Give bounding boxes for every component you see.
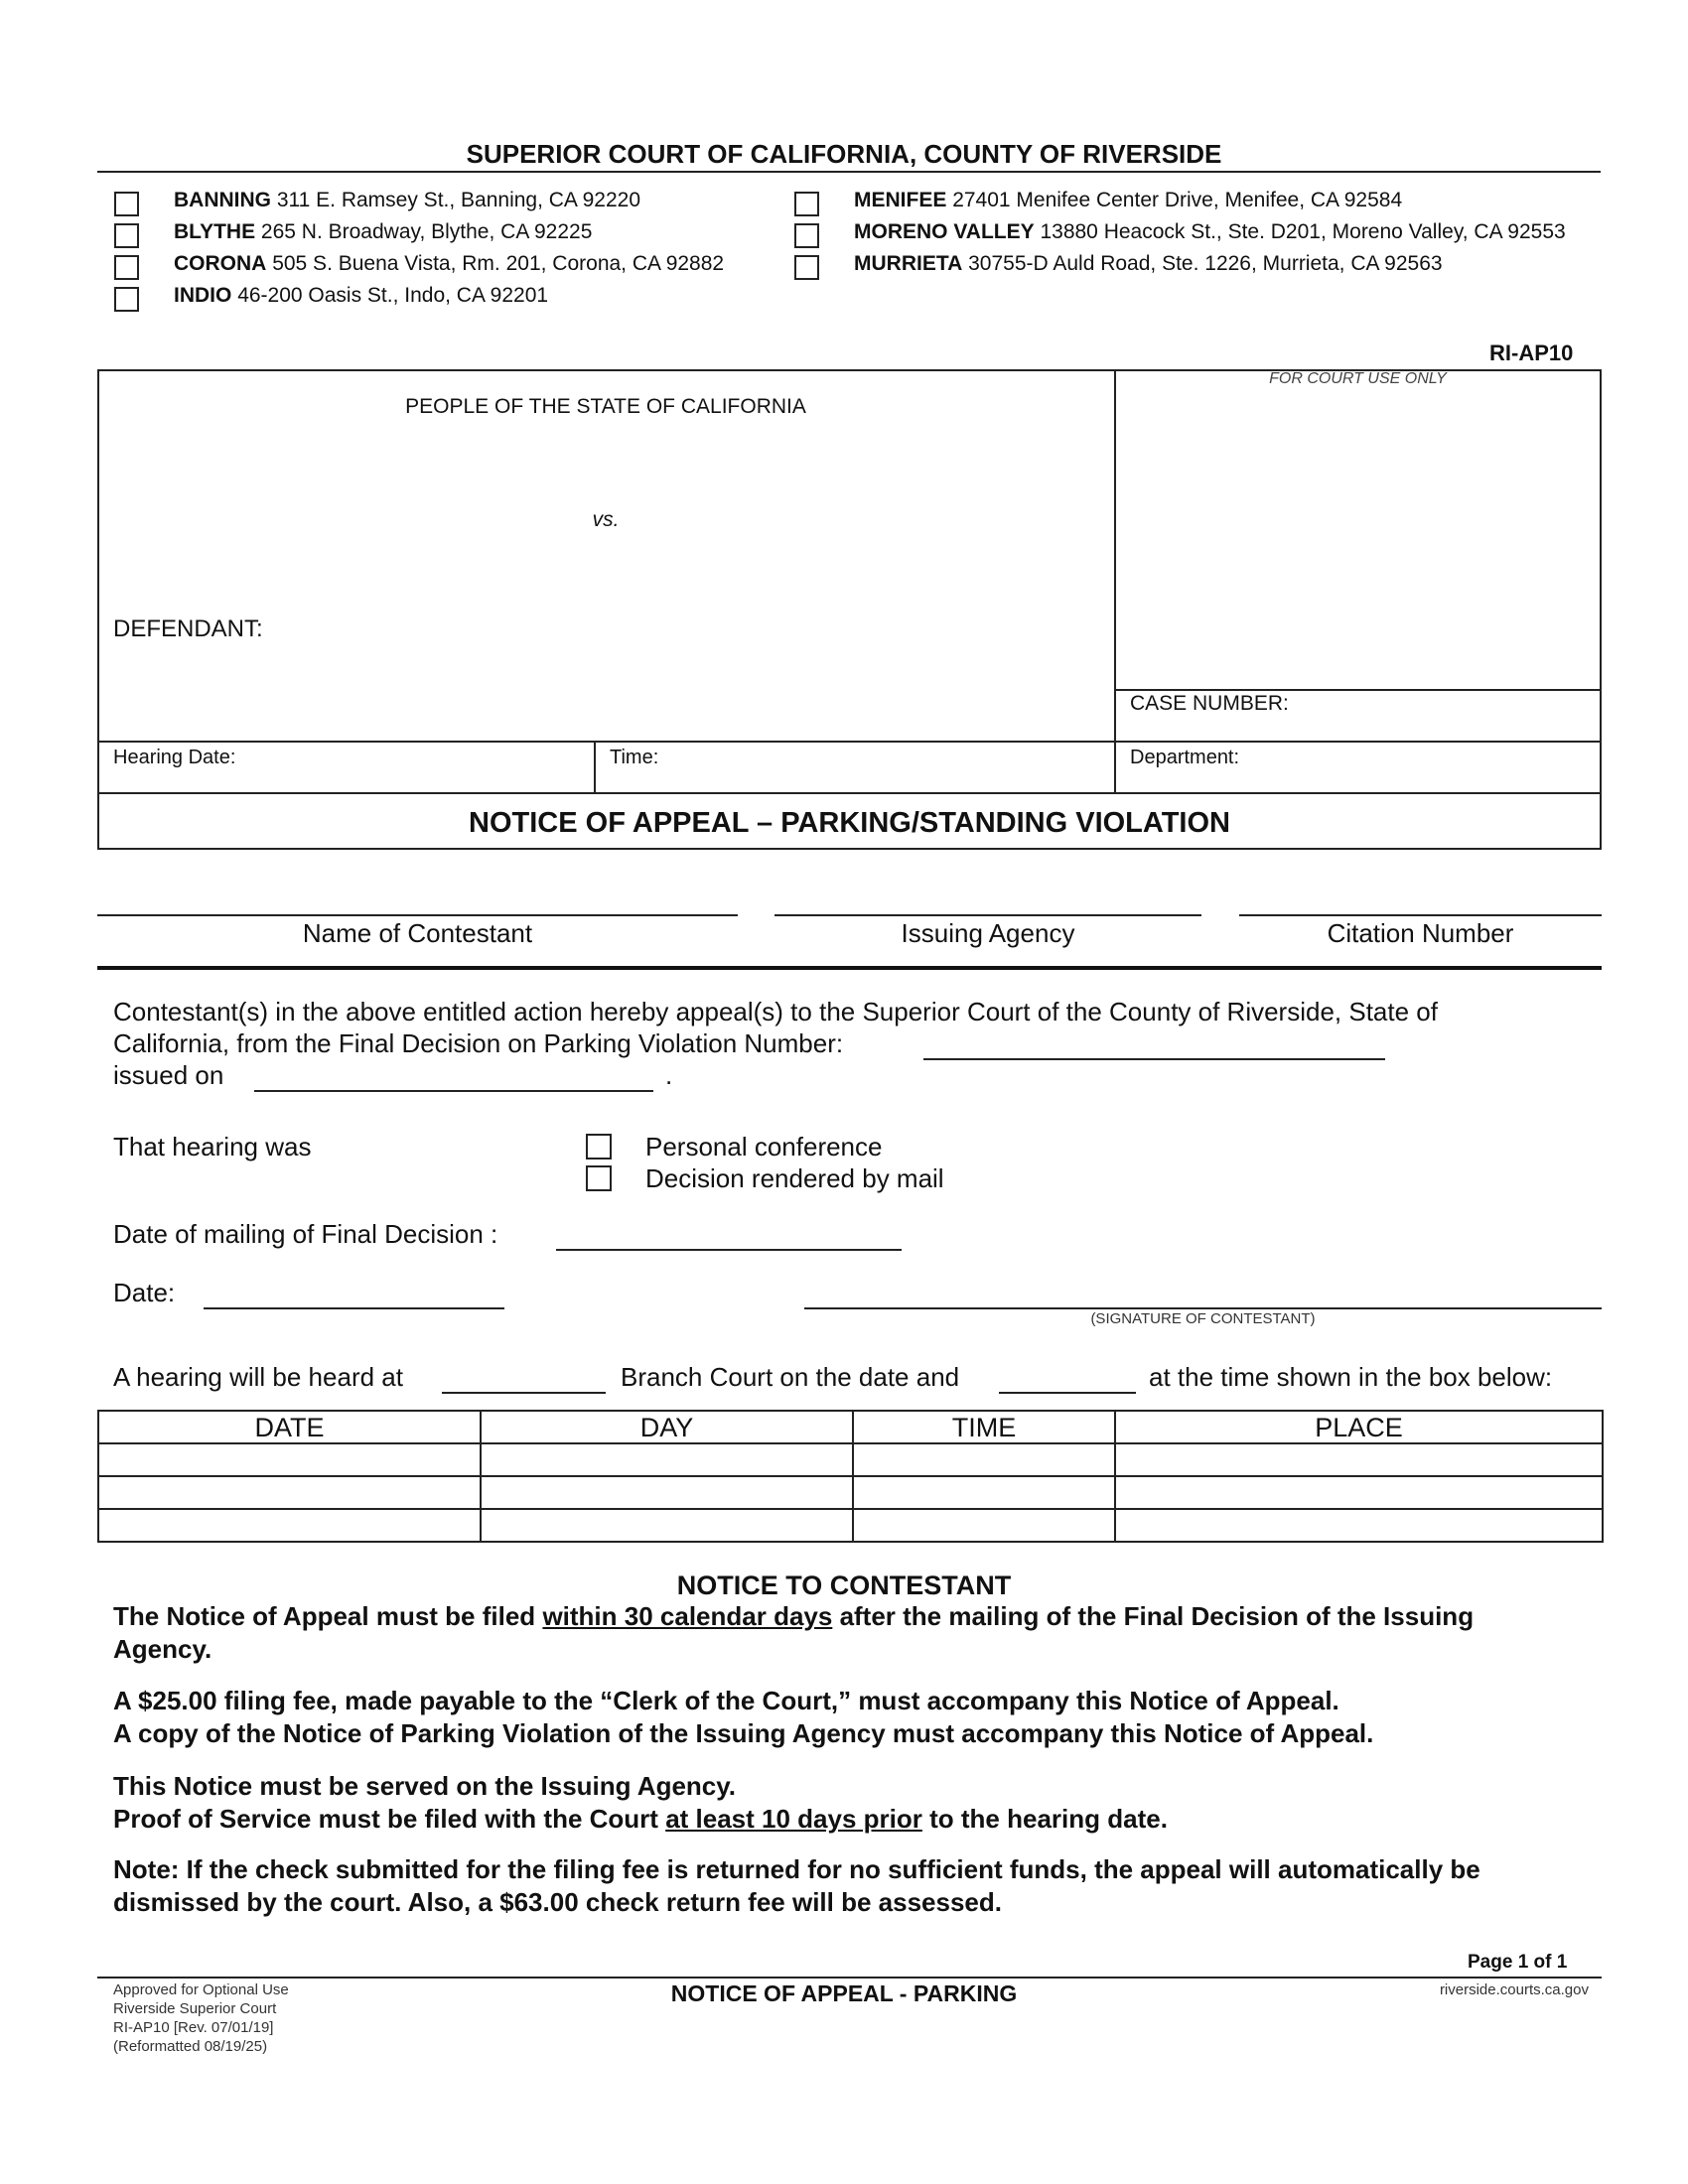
issued-on-period: .: [665, 1060, 673, 1090]
notice-para-4: Note: If the check submitted for the filing fee is returned for no sufficient funds, the appeal will automatically be dismissed by the court. Also, a $63.00 check return fee will be assessed.: [113, 1854, 1480, 1917]
checkbox-blythe[interactable]: [114, 223, 139, 248]
table-cell[interactable]: [481, 1476, 853, 1509]
table-cell[interactable]: [98, 1476, 481, 1509]
form-id: RI-AP10: [1489, 341, 1574, 365]
hearing-schedule-table: [97, 1410, 1604, 1543]
table-cell[interactable]: [98, 1509, 481, 1542]
caption-box: [97, 369, 1602, 794]
col-header-day: DAY: [481, 1411, 853, 1443]
location-indio: INDIO 46-200 Oasis St., Indo, CA 92201: [174, 284, 549, 307]
court-use-label: FOR COURT USE ONLY: [1269, 370, 1447, 387]
form-title: NOTICE OF APPEAL – PARKING/STANDING VIOLATION: [469, 807, 1230, 839]
table-header-row: [98, 1411, 1603, 1443]
issuing-agency-line[interactable]: [774, 914, 1201, 916]
table-cell[interactable]: [853, 1476, 1115, 1509]
parties-rule: [97, 966, 1602, 970]
hearing-time-divider: [594, 741, 596, 794]
location-banning: BANNING 311 E. Ramsey St., Banning, CA 92220: [174, 189, 641, 211]
notice-para-3: This Notice must be served on the Issuing Agency. Proof of Service must be filed with the Court at least 10 days prior to the hearing date.: [113, 1771, 1168, 1834]
table-cell[interactable]: [1115, 1476, 1603, 1509]
time-shown-label: at the time shown in the box below:: [1149, 1362, 1553, 1392]
footer-title: NOTICE OF APPEAL - PARKING: [670, 1980, 1018, 2006]
signature-line[interactable]: [804, 1307, 1602, 1309]
location-blythe: BLYTHE 265 N. Broadway, Blythe, CA 92225: [174, 220, 593, 243]
checkbox-moreno-valley[interactable]: [794, 223, 819, 248]
col-header-place: PLACE: [1115, 1411, 1603, 1443]
table-row: [98, 1476, 1603, 1509]
citation-number-label: Citation Number: [1327, 918, 1514, 948]
appeal-text-line1: Contestant(s) in the above entitled action hereby appeal(s) to the Superior Court of the County of Riverside, State of: [113, 997, 1438, 1026]
contestant-name-line[interactable]: [97, 914, 738, 916]
decision-by-mail-label: Decision rendered by mail: [645, 1163, 944, 1193]
location-moreno-valley: MORENO VALLEY 13880 Heacock St., Ste. D201, Moreno Valley, CA 92553: [854, 220, 1566, 243]
col-header-time: TIME: [853, 1411, 1115, 1443]
table-cell[interactable]: [481, 1509, 853, 1542]
table-row: [98, 1509, 1603, 1542]
date-mailing-label: Date of mailing of Final Decision :: [113, 1219, 498, 1249]
violation-number-line[interactable]: [923, 1058, 1385, 1060]
hearing-heard-at-label: A hearing will be heard at: [113, 1362, 403, 1392]
issuing-agency-label: Issuing Agency: [901, 918, 1075, 948]
date-label: Date:: [113, 1278, 176, 1307]
time-label: Time:: [610, 747, 659, 768]
case-number-rule: [1114, 689, 1602, 691]
appeal-text-line2: California, from the Final Decision on Parking Violation Number:: [113, 1028, 844, 1058]
checkbox-banning[interactable]: [114, 192, 139, 216]
hearing-was-label: That hearing was: [113, 1132, 312, 1161]
title-rule: [97, 171, 1601, 173]
table-cell[interactable]: [98, 1443, 481, 1476]
table-cell[interactable]: [481, 1443, 853, 1476]
court-title: SUPERIOR COURT OF CALIFORNIA, COUNTY OF RIVERSIDE: [466, 139, 1222, 169]
checkbox-personal-conference[interactable]: [586, 1134, 612, 1160]
hearing-row-rule: [97, 741, 1602, 743]
notice-para-1: The Notice of Appeal must be filed within 30 calendar days after the mailing of the Final Decision of the Issuing Agency.: [113, 1601, 1475, 1664]
caption-divider: [1114, 369, 1116, 794]
issued-on-line[interactable]: [254, 1090, 653, 1092]
branch-court-line[interactable]: [442, 1392, 606, 1394]
checkbox-menifee[interactable]: [794, 192, 819, 216]
branch-court-label: Branch Court on the date and: [621, 1362, 960, 1392]
vs-label: vs.: [592, 508, 620, 531]
notice-heading: NOTICE TO CONTESTANT: [676, 1570, 1012, 1600]
notice-para-2: A $25.00 filing fee, made payable to the “Clerk of the Court,” must accompany this Notice of Appeal. A copy of the Notice of Parking Violation of the Issuing Agency must accompany this Notice of Appeal.: [113, 1686, 1374, 1748]
footer-rule: [97, 1977, 1602, 1979]
location-murrieta: MURRIETA 30755-D Auld Road, Ste. 1226, Murrieta, CA 92563: [854, 252, 1443, 275]
table-cell[interactable]: [853, 1443, 1115, 1476]
location-menifee: MENIFEE 27401 Menifee Center Drive, Menifee, CA 92584: [854, 189, 1403, 211]
people-label: PEOPLE OF THE STATE OF CALIFORNIA: [405, 395, 806, 418]
checkbox-decision-by-mail[interactable]: [586, 1165, 612, 1191]
checkbox-corona[interactable]: [114, 255, 139, 280]
defendant-label: DEFENDANT:: [113, 615, 263, 642]
table-cell[interactable]: [1115, 1509, 1603, 1542]
issued-on-label: issued on: [113, 1060, 224, 1090]
hearing-date-label: Hearing Date:: [113, 747, 236, 768]
signature-label: (SIGNATURE OF CONTESTANT): [1090, 1310, 1316, 1327]
personal-conference-label: Personal conference: [645, 1132, 883, 1161]
page-number: Page 1 of 1: [1468, 1952, 1568, 1973]
contestant-name-label: Name of Contestant: [302, 918, 533, 948]
col-header-date: DATE: [98, 1411, 481, 1443]
case-number-label: CASE NUMBER:: [1130, 692, 1289, 715]
location-corona: CORONA 505 S. Buena Vista, Rm. 201, Corona, CA 92882: [174, 252, 725, 275]
checkbox-murrieta[interactable]: [794, 255, 819, 280]
table-row: [98, 1443, 1603, 1476]
footer-website[interactable]: riverside.courts.ca.gov: [1439, 1981, 1589, 1998]
table-cell[interactable]: [1115, 1443, 1603, 1476]
checkbox-indio[interactable]: [114, 287, 139, 312]
citation-number-line[interactable]: [1239, 914, 1602, 916]
footer-approval: Approved for Optional Use Riverside Superior Court RI-AP10 [Rev. 07/01/19] (Reformatted 08/19/25): [113, 1981, 289, 2055]
date-line[interactable]: [204, 1307, 504, 1309]
department-label: Department:: [1130, 747, 1240, 768]
date-mailing-line[interactable]: [556, 1249, 902, 1251]
table-cell[interactable]: [853, 1509, 1115, 1542]
date-time-line[interactable]: [999, 1392, 1136, 1394]
